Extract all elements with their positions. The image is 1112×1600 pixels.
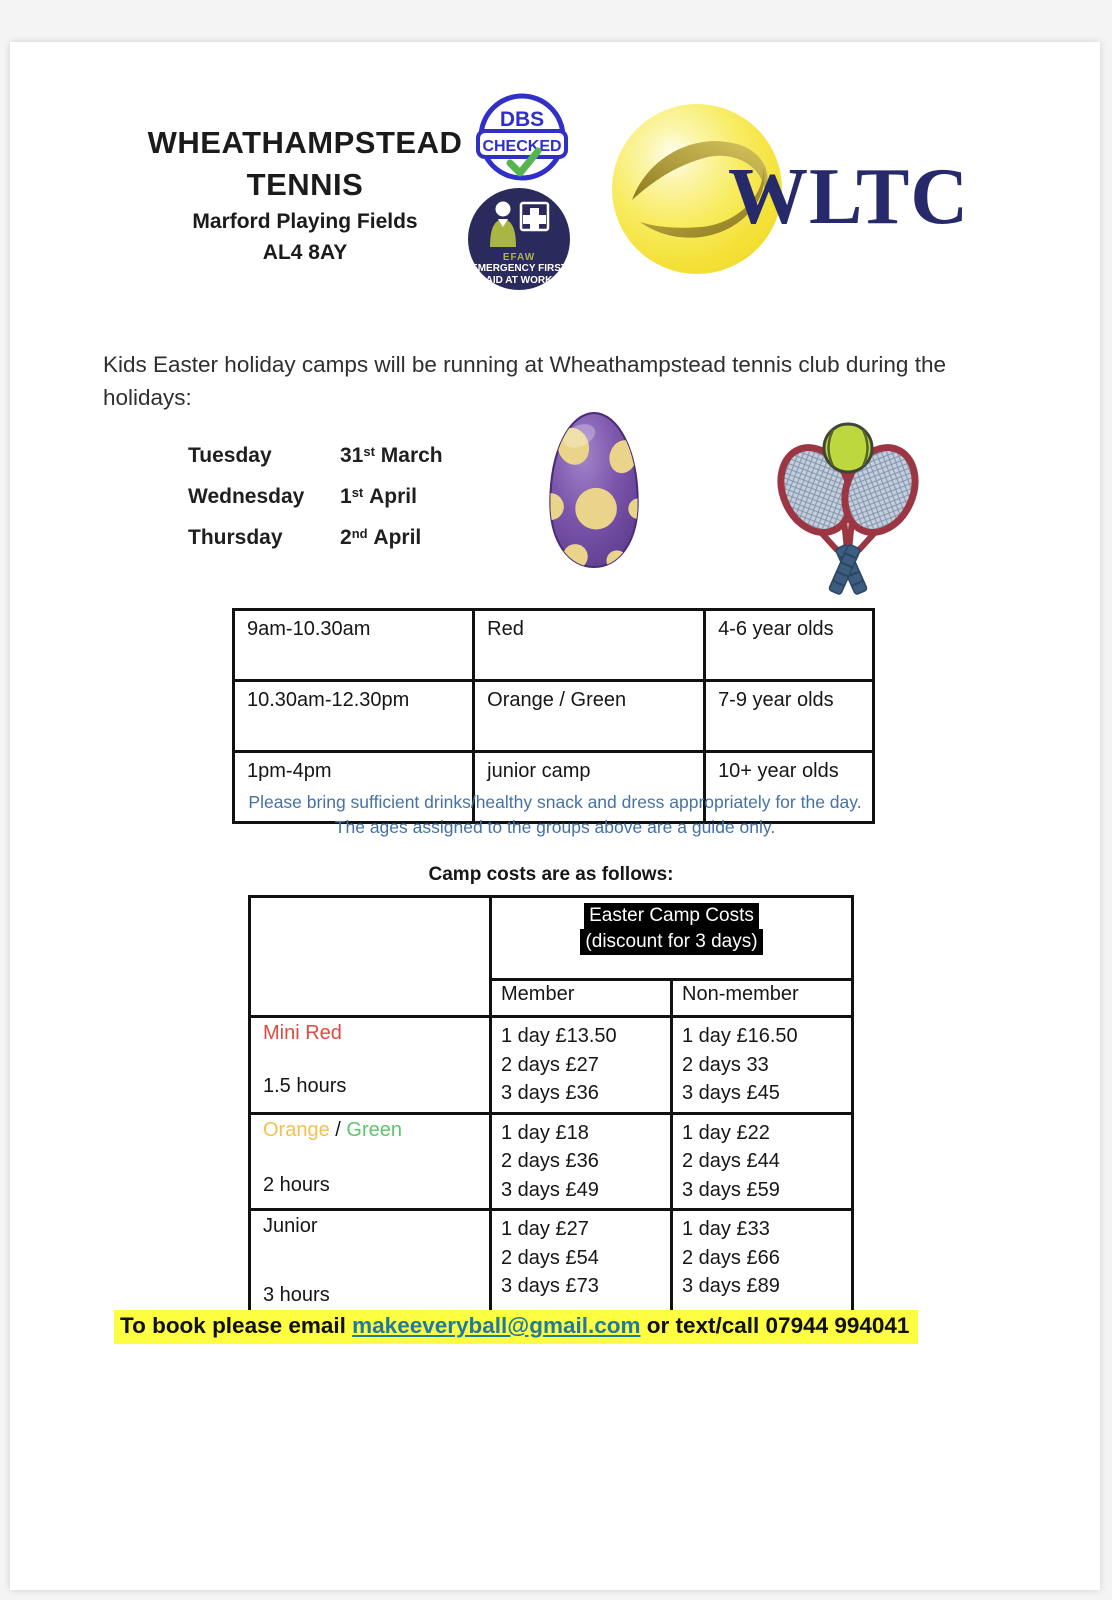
- easter-egg-icon: [542, 406, 646, 574]
- time-cell: 1pm-4pm: [234, 752, 474, 823]
- costs-section: [248, 864, 854, 1316]
- booking-banner: [114, 1310, 918, 1344]
- table-row: [234, 681, 874, 752]
- costs-header-cell: [491, 897, 853, 980]
- efaw-text-line2: EMERGENCY FIRST: [471, 263, 567, 274]
- ages-cell: 4-6 year olds: [705, 610, 874, 681]
- nonmember-prices-cell: 1 day £33 2 days £66 3 days £89: [672, 1210, 853, 1315]
- table-row: [250, 1210, 853, 1315]
- booking-suffix: or text/call 07944 994041: [640, 1313, 910, 1338]
- date-row: [188, 444, 443, 468]
- time-cell: 10.30am-12.30pm: [234, 681, 474, 752]
- group-label-cell: [250, 1017, 491, 1114]
- date-value: 2nd April: [340, 526, 422, 549]
- efaw-label: EFAW: [502, 252, 536, 263]
- nonmember-column-header: Non-member: [672, 980, 853, 1017]
- nonmember-prices-cell: 1 day £22 2 days £44 3 days £59: [672, 1113, 853, 1210]
- group-name: Junior: [263, 1215, 318, 1237]
- member-column-header: Member: [491, 980, 672, 1017]
- note-line1: Please bring sufficient drinks/healthy snack and dress appropriately for the day.: [248, 792, 862, 812]
- group-cell: Orange / Green: [474, 681, 705, 752]
- table-row: [250, 1113, 853, 1210]
- table-row: [234, 610, 874, 681]
- date-day: Wednesday: [188, 485, 305, 508]
- group-label-cell: [250, 1210, 491, 1315]
- ages-cell: 10+ year olds: [705, 752, 874, 823]
- club-address-line1: Marford Playing Fields: [192, 210, 418, 233]
- dbs-badge-text: DBS: [499, 108, 545, 131]
- club-address-line2: AL4 8AY: [262, 241, 348, 264]
- group-name: Mini Red: [263, 1022, 342, 1044]
- group-duration: 1.5 hours: [263, 1075, 347, 1097]
- costs-header-line2: (discount for 3 days): [580, 929, 762, 955]
- ages-cell: 7-9 year olds: [705, 681, 874, 752]
- flyer-page: [10, 42, 1100, 1590]
- date-row: [188, 485, 443, 509]
- member-prices-cell: 1 day £27 2 days £54 3 days £73: [491, 1210, 672, 1315]
- date-day: Tuesday: [188, 444, 272, 467]
- date-row: [188, 526, 443, 550]
- club-title-line1: WHEATHAMPSTEAD: [147, 125, 463, 160]
- table-row: [250, 1017, 853, 1114]
- group-cell: Red: [474, 610, 705, 681]
- table-row: [250, 897, 853, 980]
- member-prices-cell: 1 day £13.50 2 days £27 3 days £36: [491, 1017, 672, 1114]
- note-line2: The ages assigned to the groups above are a guide only.: [334, 817, 776, 837]
- club-title-line2: TENNIS: [246, 167, 364, 202]
- date-value: 31st March: [340, 444, 443, 467]
- group-duration: 2 hours: [263, 1173, 330, 1196]
- date-value: 1st April: [340, 485, 417, 508]
- group-duration: 3 hours: [263, 1284, 330, 1306]
- costs-heading: Camp costs are as follows:: [428, 864, 674, 885]
- costs-header-line1: Easter Camp Costs: [584, 903, 759, 929]
- wltc-logo-text: WLTC: [728, 153, 970, 241]
- dbs-badge-icon: [475, 90, 569, 184]
- efaw-badge: [468, 188, 570, 290]
- intro-paragraph: Kids Easter holiday camps will be running at Wheathampstead tennis club during the holidays:: [103, 352, 946, 410]
- tennis-rackets-icon: [736, 410, 958, 606]
- dbs-checked-badge: [475, 90, 569, 184]
- wltc-logo: [606, 100, 1006, 290]
- group-label-cell: [250, 1113, 491, 1210]
- first-aid-icon: [488, 201, 550, 247]
- group-cell: junior camp: [474, 752, 705, 823]
- dbs-checked-text: CHECKED: [482, 138, 562, 155]
- empty-corner-cell: [250, 897, 491, 1017]
- date-day: Thursday: [188, 526, 283, 549]
- notes-block: [10, 790, 1100, 840]
- group-name: Orange / Green: [263, 1118, 402, 1141]
- member-prices-cell: 1 day £18 2 days £36 3 days £49: [491, 1113, 672, 1210]
- booking-email-link[interactable]: makeeveryball@gmail.com: [352, 1313, 641, 1338]
- booking-prefix: To book please email: [120, 1313, 353, 1338]
- camp-dates-list: [188, 444, 443, 567]
- costs-table: [248, 895, 854, 1316]
- time-cell: 9am-10.30am: [234, 610, 474, 681]
- nonmember-prices-cell: 1 day £16.50 2 days 33 3 days £45: [672, 1017, 853, 1114]
- club-title-block: [80, 122, 530, 268]
- efaw-text-line3: AID AT WORK: [485, 275, 553, 286]
